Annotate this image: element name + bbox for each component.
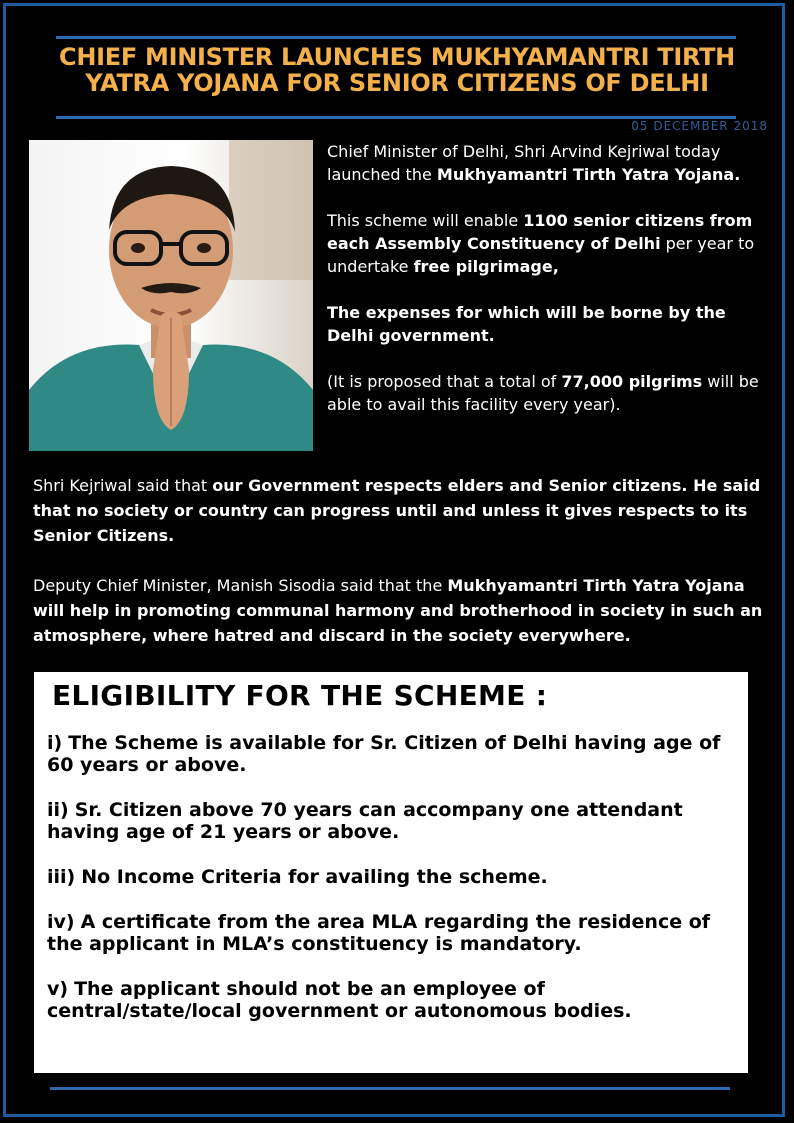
intro-paragraph-1: [327, 140, 777, 186]
intro-p4-text-a: (It is proposed that a total of: [327, 372, 562, 391]
intro-p3-bold: The expenses for which will be borne by the Delhi government.: [327, 303, 726, 345]
title-line-1: CHIEF MINISTER LAUNCHES MUKHYAMANTRI TIRTH: [59, 43, 735, 71]
kejriwal-statement-lead: Shri Kejriwal said that: [33, 476, 213, 495]
footer-rule: [50, 1087, 730, 1090]
item-text: The Scheme is available for Sr. Citizen of Delhi having age of 60 years or above.: [47, 732, 721, 776]
eligibility-item: [47, 732, 734, 776]
intro-paragraph-4: [327, 370, 777, 416]
kejriwal-statement-bold: our Government respects elders and Senior citizens. He said that no society or country can progress until and unless it gives respects to its Senior Citizens.: [33, 476, 761, 545]
intro-p2-text-a: This scheme will enable: [327, 211, 524, 230]
item-number: v): [47, 978, 69, 1000]
item-number: iii): [47, 866, 76, 888]
intro-p4-text-b: will be able to avail this facility every year).: [327, 372, 759, 414]
sisodia-statement-lead: Deputy Chief Minister, Manish Sisodia said that the: [33, 576, 448, 595]
page-title: [30, 44, 764, 96]
eligibility-heading: ELIGIBILITY FOR THE SCHEME :: [52, 679, 548, 712]
item-text: A certificate from the area MLA regarding the residence of the applicant in MLA’s constituency is mandatory.: [47, 911, 711, 955]
eligibility-item: [47, 866, 734, 888]
intro-p2-bold-a: 1100 senior citizens from each Assembly Constituency of Delhi: [327, 211, 753, 253]
item-number: iv): [47, 911, 75, 933]
intro-p2-text-b: per year to undertake: [327, 234, 755, 276]
intro-paragraph-3: [327, 301, 777, 347]
item-number: ii): [47, 799, 69, 821]
chief-minister-photo: [29, 140, 313, 451]
kejriwal-statement: [33, 473, 768, 548]
pilgrims-count: 77,000 pilgrims: [561, 372, 703, 391]
item-text: Sr. Citizen above 70 years can accompany one attendant having age of 21 years or above.: [47, 799, 683, 843]
publish-date: 05 DECEMBER 2018: [631, 119, 768, 133]
item-number: i): [47, 732, 63, 754]
intro-paragraph-2: [327, 209, 777, 278]
statements: [33, 473, 768, 673]
eligibility-item: [47, 911, 734, 955]
portrait-illustration: [29, 140, 313, 451]
intro-text: [327, 140, 777, 416]
eligibility-list: [47, 732, 734, 1022]
scheme-name: Mukhyamantri Tirth Yatra Yojana.: [436, 165, 741, 184]
eligibility-item: [47, 978, 734, 1022]
item-text: The applicant should not be an employee of central/state/local government or autonomous bodies.: [47, 978, 632, 1022]
sisodia-statement: [33, 573, 768, 648]
item-text: No Income Criteria for availing the scheme.: [81, 866, 548, 888]
header-top-rule: [56, 36, 736, 39]
intro-p1-text: Chief Minister of Delhi, Shri Arvind Kejriwal today launched the: [327, 142, 721, 184]
title-line-2: YATRA YOJANA FOR SENIOR CITIZENS OF DELHI: [85, 69, 709, 97]
intro-p2-bold-b: free pilgrimage,: [413, 257, 559, 276]
eligibility-panel: [34, 672, 748, 1073]
sisodia-statement-bold: Mukhyamantri Tirth Yatra Yojana will help in promoting communal harmony and brotherhood in society in such an atmosphere, where hatred and discard in the society everywhere.: [33, 576, 763, 645]
eligibility-item: [47, 799, 734, 843]
